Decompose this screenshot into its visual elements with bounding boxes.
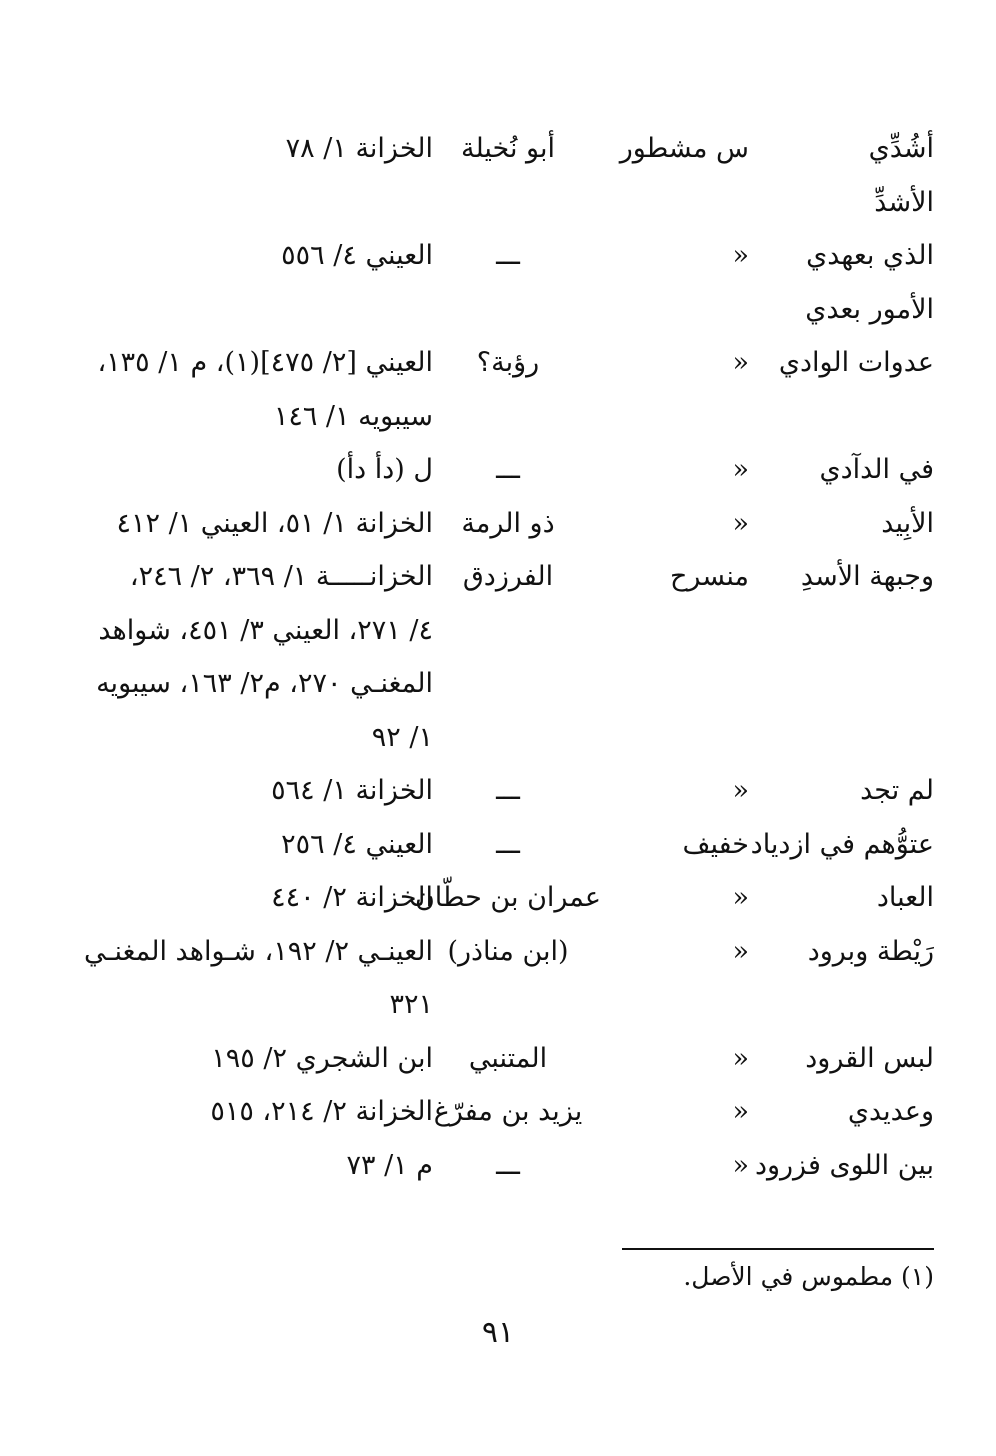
source-cell: الخزانـــــة ١/ ٣٦٩، ٢/ ٢٤٦، <box>129 561 433 592</box>
table-row <box>0 657 996 711</box>
source-cell: ١/ ٩٢ <box>371 721 433 753</box>
source-cell: الخزانة ١/ ٥١، العيني ١/ ٤١٢ <box>116 507 433 539</box>
source-cell: الخزانة ٢/ ٢١٤، ٥١٥ <box>210 1096 433 1127</box>
meter-cell: « <box>732 454 749 485</box>
meter-cell: س مشطور <box>619 133 749 164</box>
rhyme-cell: الأمور بعدي <box>805 293 934 325</box>
source-cell: ٤/ ٢٧١، العيني ٣/ ٤٥١، شواهد <box>98 614 433 646</box>
poet-cell: ـــ <box>496 828 520 860</box>
source-cell: ٣٢١ <box>389 989 433 1020</box>
page-number: ٩١ <box>481 1315 515 1350</box>
poet-cell: ـــ <box>496 454 520 485</box>
poet-cell: رؤبة؟ <box>476 347 540 378</box>
poet-cell: يزيد بن مفرّغ <box>433 1096 583 1127</box>
footnote: (١) مطموس في الأصل. <box>683 1262 934 1291</box>
table-row <box>0 871 996 925</box>
table-row <box>0 1032 996 1086</box>
table-row <box>0 711 996 765</box>
poet-cell: المتنبي <box>468 1042 548 1074</box>
poet-cell: ذو الرمة <box>461 507 555 539</box>
meter-cell: « <box>732 1149 749 1181</box>
table-row <box>0 176 996 230</box>
table-row <box>0 1139 996 1193</box>
table-row <box>0 390 996 444</box>
table-row <box>0 978 996 1032</box>
meter-cell: خفيف <box>682 828 749 860</box>
table-row <box>0 229 996 283</box>
poet-cell: (ابن مناذر) <box>447 935 569 967</box>
poet-cell: ـــ <box>496 775 520 806</box>
rhyme-cell: وجبهة الأسدِ <box>800 561 934 592</box>
source-cell: ل (دأ دأ) <box>336 454 433 485</box>
table-row <box>0 283 996 337</box>
table-row <box>0 764 996 818</box>
rhyme-cell: عتوُّهم في ازدياد <box>750 828 934 860</box>
source-cell: الخزانة ٢/ ٤٤٠ <box>271 882 433 913</box>
poet-cell: عمران بن حطّان <box>414 882 602 913</box>
rhyme-cell: رَيْطة وبرود <box>807 935 934 967</box>
meter-cell: منسرح <box>669 561 749 592</box>
source-cell: ابن الشجري ٢/ ١٩٥ <box>211 1042 433 1074</box>
source-cell: الخزانة ١/ ٥٦٤ <box>271 775 433 806</box>
table-row <box>0 497 996 551</box>
rhyme-cell: الأشدِّ <box>874 186 934 218</box>
source-cell: العينـي ٢/ ١٩٢، شـواهد المغنـي <box>84 935 433 967</box>
rhyme-cell: لبس القرود <box>805 1042 934 1074</box>
source-cell: سيبويه ١/ ١٤٦ <box>273 400 433 432</box>
poet-cell: ـــ <box>496 240 520 271</box>
meter-cell: « <box>732 1042 749 1074</box>
table-row <box>0 818 996 872</box>
poet-cell: الفرزدق <box>462 561 554 592</box>
poet-cell: أبو نُخيلة <box>460 133 556 164</box>
meter-cell: « <box>732 240 749 271</box>
source-cell: العيني [٢/ ٤٧٥](١)، م ١/ ١٣٥، <box>97 347 433 378</box>
meter-cell: « <box>732 507 749 539</box>
rhyme-cell: في الدآدي <box>819 454 934 485</box>
table-row <box>0 925 996 979</box>
table-row <box>0 604 996 658</box>
table-row <box>0 1085 996 1139</box>
source-cell: المغنـي ٢٧٠، م٢/ ١٦٣، سيبويه <box>96 668 433 699</box>
rhyme-cell: الأبِيد <box>881 507 934 539</box>
rhyme-cell: بين اللوى فزرود <box>754 1149 934 1181</box>
rhyme-cell: لم تجد <box>860 775 934 806</box>
meter-cell: « <box>732 935 749 967</box>
source-cell: العيني ٤/ ٢٥٦ <box>281 828 433 860</box>
source-cell: م ١/ ٧٣ <box>346 1149 433 1181</box>
footnote-separator <box>622 1248 934 1250</box>
meter-cell: « <box>732 347 749 378</box>
table-row <box>0 550 996 604</box>
rhyme-cell: الذي بعهدي <box>806 240 934 271</box>
source-cell: الخزانة ١/ ٧٨ <box>285 133 433 164</box>
poet-cell: ـــ <box>496 1149 520 1181</box>
rhyme-cell: وعديدي <box>847 1096 934 1127</box>
rhyme-cell: أشُدِّي <box>868 133 934 164</box>
rhyme-cell: العباد <box>876 882 934 913</box>
meter-cell: « <box>732 775 749 806</box>
verse-index-table <box>0 122 996 1192</box>
rhyme-cell: عدوات الوادي <box>778 347 934 378</box>
table-row <box>0 336 996 390</box>
table-row <box>0 443 996 497</box>
meter-cell: « <box>732 1096 749 1127</box>
source-cell: العيني ٤/ ٥٥٦ <box>281 240 433 271</box>
meter-cell: « <box>732 882 749 913</box>
table-row <box>0 122 996 176</box>
